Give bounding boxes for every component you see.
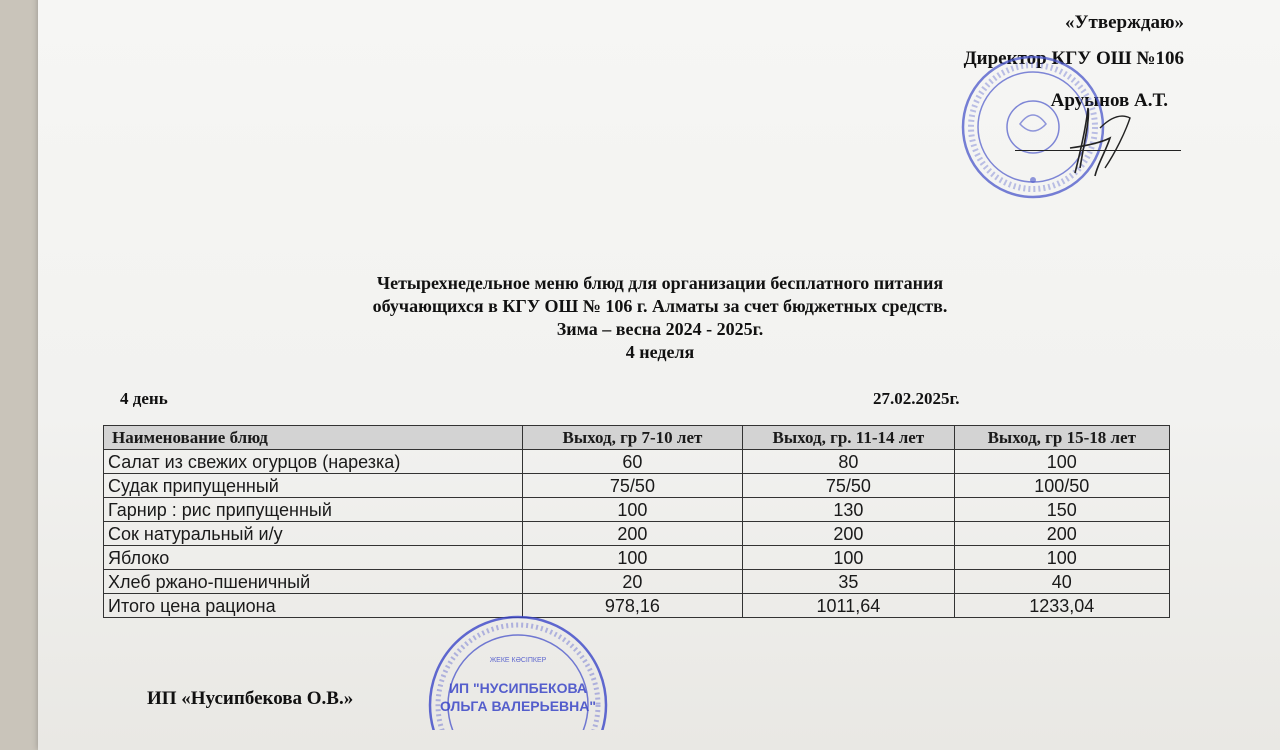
total-price-7-10: 978,16 [522,594,743,618]
total-price-11-14: 1011,64 [743,594,954,618]
stamp-text-line-1: ИП "НУСИПБЕКОВА [448,680,588,696]
supplier-name: ИП «Нусипбекова О.В.» [147,688,354,709]
document-title [300,272,1020,364]
portion-11-14: 80 [743,450,954,474]
approval-name: Аруынов А.Т. [1050,90,1168,111]
title-line-1: Четырехнедельное меню блюд для организации бесплатного питания [376,273,944,293]
stamp-caption: ЖЕКЕ КӘСІПКЕР [489,657,547,664]
portion-7-10: 200 [522,522,743,546]
day-label: 4 день [120,389,168,408]
table-row [104,570,1170,594]
table-header-row [104,426,1170,450]
portion-15-18: 100 [954,450,1169,474]
dish-name: Яблоко [104,546,523,570]
dish-name: Салат из свежих огурцов (нарезка) [104,450,523,474]
header-portion-11-14: Выход, гр. 11-14 лет [743,426,954,450]
portion-7-10: 100 [522,546,743,570]
dish-name: Судак припущенный [104,474,523,498]
table-row [104,498,1170,522]
signature-line [1015,150,1181,151]
title-line-2: обучающихся в КГУ ОШ № 106 г. Алматы за счет бюджетных средств. [372,296,948,316]
total-row [104,594,1170,618]
portion-11-14: 75/50 [743,474,954,498]
portion-15-18: 100/50 [954,474,1169,498]
table-row [104,450,1170,474]
dish-name: Хлеб ржано-пшеничный [104,570,523,594]
total-price-15-18: 1233,04 [954,594,1169,618]
portion-15-18: 100 [954,546,1169,570]
table-row [104,546,1170,570]
portion-7-10: 60 [522,450,743,474]
menu-table [103,425,1170,618]
title-line-4: 4 неделя [625,342,695,362]
menu-date: 27.02.2025г. [873,389,960,408]
portion-15-18: 40 [954,570,1169,594]
portion-11-14: 100 [743,546,954,570]
dish-name: Сок натуральный и/у [104,522,523,546]
table-row [104,474,1170,498]
portion-11-14: 200 [743,522,954,546]
title-line-3: Зима – весна 2024 - 2025г. [556,319,764,339]
portion-11-14: 130 [743,498,954,522]
portion-11-14: 35 [743,570,954,594]
portion-7-10: 20 [522,570,743,594]
total-label: Итого цена рациона [104,594,523,618]
header-portion-7-10: Выход, гр 7-10 лет [522,426,743,450]
approval-heading: «Утверждаю» [1065,12,1184,33]
dish-name: Гарнир : рис припущенный [104,498,523,522]
supplier-seal-stamp [418,610,618,730]
director-signature [1040,98,1150,178]
table-row [104,522,1170,546]
stamp-text-line-2: ОЛЬГА ВАЛЕРЬЕВНА" [439,698,597,714]
portion-7-10: 100 [522,498,743,522]
portion-15-18: 150 [954,498,1169,522]
header-portion-15-18: Выход, гр 15-18 лет [954,426,1169,450]
approval-position: Директор КГУ ОШ №106 [963,48,1184,69]
portion-7-10: 75/50 [522,474,743,498]
header-dish-name: Наименование блюд [104,426,523,450]
portion-15-18: 200 [954,522,1169,546]
